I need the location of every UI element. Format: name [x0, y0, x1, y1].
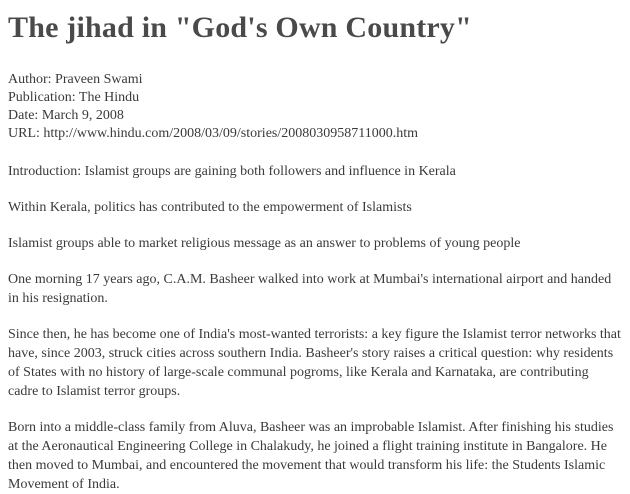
body-paragraph: One morning 17 years ago, C.A.M. Basheer walked into work at Mumbai's international airport and handed in his resignation. [8, 272, 612, 306]
date-line: Date: March 9, 2008 [8, 108, 124, 123]
body-paragraph: Since then, he has become one of India's most-wanted terrorists: a key figure the Islamist terror networks that have, since 2003, struck cities across southern India. Basheer's story raises a critical question: why residents of States with no history of large-scale communal pogroms, like Kerala and Karnataka, are contributing cadre to Islamist terror groups. [8, 327, 621, 399]
article-page [0, 10, 630, 494]
summary-paragraph: Within Kerala, politics has contributed to the empowerment of Islamists [8, 200, 412, 215]
publication-line: Publication: The Hindu [8, 90, 140, 105]
body-paragraph: Born into a middle-class family from Aluva, Basheer was an improbable Islamist. After finishing his studies at the Aeronautical Engineering College in Chalakudy, he joined a flight training institute in Bangalore. He then moved to Mumbai, and encountered the movement that would transform his life: the Students Islamic Movement of India. [8, 420, 614, 492]
article-title: The jihad in "God's Own Country" [8, 11, 472, 44]
summary-paragraph: Islamist groups able to market religious message as an answer to problems of young people [8, 236, 521, 251]
author-line: Author: Praveen Swami [8, 72, 143, 87]
introduction-paragraph: Introduction: Islamist groups are gaining both followers and influence in Kerala [8, 164, 456, 179]
url-line: URL: http://www.hindu.com/2008/03/09/stories/2008030958711000.htm [8, 126, 419, 141]
article-metadata [8, 71, 622, 143]
